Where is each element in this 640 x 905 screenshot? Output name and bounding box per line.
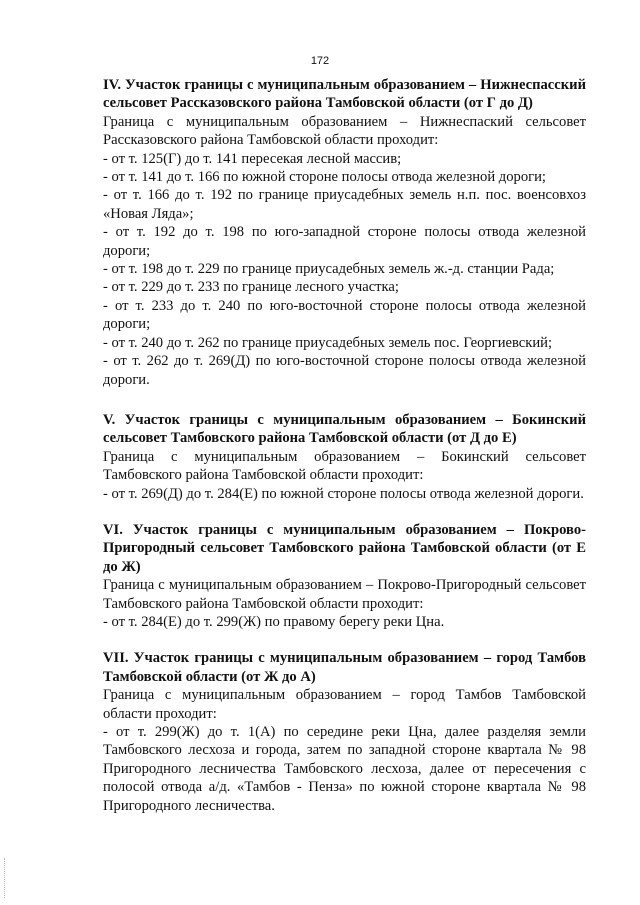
list-item: - от т. 229 до т. 233 по границе лесного участка; (103, 279, 399, 296)
page-number: 172 (310, 55, 330, 67)
section-heading: V. Участок границы с муниципальным образованием – Бокинский сельсовет Тамбовского района Тамбовской области (от Д до Е) (103, 411, 586, 447)
list-item: - от т. 166 до т. 192 по границе приусадебных земель н.п. пос. военсовхоз «Новая Ляда»; (103, 187, 586, 222)
section-intro: Граница с муниципальным образованием – Нижнеспаский сельсовет Рассказовского района Тамбовской области проходит: (103, 113, 586, 149)
section-iv (103, 76, 586, 389)
document-body (103, 76, 586, 833)
section-vii (103, 649, 586, 815)
list-item: - от т. 284(Е) до т. 299(Ж) по правому берегу реки Цна. (103, 613, 445, 630)
section-intro: Граница с муниципальным образованием – город Тамбов Тамбовской области проходит: (103, 687, 586, 722)
list-item: - от т. 125(Г) до т. 141 пересекая лесной массив; (103, 150, 402, 167)
section-intro: Граница с муниципальным образованием – Покрово-Пригородный сельсовет Тамбовского района Тамбовской области проходит: (103, 577, 586, 612)
list-item: - от т. 233 до т. 240 по юго-восточной стороне полосы отвода железной дороги; (103, 297, 586, 333)
section-vi (103, 521, 586, 631)
margin-scan-mark (4, 858, 6, 898)
list-item: - от т. 198 до т. 229 по границе приусадебных земель ж.-д. станции Рада; (103, 261, 555, 278)
list-item: - от т. 141 до т. 166 по южной стороне полосы отвода железной дороги; (103, 169, 546, 186)
list-item: - от т. 240 до т. 262 по границе приусадебных земель пос. Георгиевский; (103, 334, 553, 351)
section-heading: VI. Участок границы с муниципальным образованием – Покрово-Пригородный сельсовет Тамбовского района Тамбовской области (от Е до Ж) (103, 521, 586, 575)
list-item: - от т. 269(Д) до т. 284(Е) по южной стороне полосы отвода железной дороги. (103, 485, 584, 502)
list-item: - от т. 192 до т. 198 по юго-западной стороне полосы отвода железной дороги; (103, 224, 586, 259)
section-heading: IV. Участок границы с муниципальным образованием – Нижнеспасский сельсовет Рассказовского района Тамбовской области (от Г до Д) (103, 77, 586, 112)
list-item: - от т. 299(Ж) до т. 1(А) по середине реки Цна, далее разделяя земли Тамбовского лесхоза и города, затем по западной стороне квартала № 98 Пригородного лесничества Тамбовского лесхоза, далее от пересечения с полосой отвода а/д. «Тамбов - Пенза» по южной стороне квартала № 98 Пригородного лесничества. (103, 724, 586, 814)
section-heading: VII. Участок границы с муниципальным образованием – город Тамбов Тамбовской области (от Ж до А) (103, 650, 586, 685)
list-item: - от т. 262 до т. 269(Д) по юго-восточной стороне полосы отвода железной дороги. (103, 353, 586, 388)
section-intro: Граница с муниципальным образованием – Бокинский сельсовет Тамбовского района Тамбовской области проходит: (103, 448, 586, 484)
section-v (103, 411, 586, 503)
